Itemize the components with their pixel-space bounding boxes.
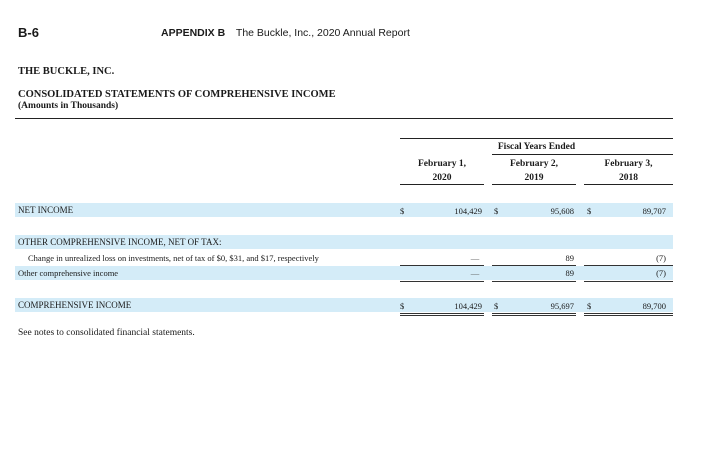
- row-label-comprehensive-income: COMPREHENSIVE INCOME: [18, 300, 132, 310]
- comprehensive-income-2020: 104,429: [454, 301, 482, 311]
- running-header: [161, 27, 410, 39]
- currency-symbol: $: [494, 206, 499, 216]
- column-header-2018-date: February 3,: [604, 159, 653, 169]
- unrealized-2020: —: [470, 253, 480, 263]
- unrealized-2019: 89: [565, 253, 574, 263]
- column-underline-2020: [400, 184, 484, 185]
- oci-total-2019: 89: [565, 268, 574, 278]
- currency-symbol: $: [587, 301, 592, 311]
- currency-symbol: $: [587, 206, 592, 216]
- currency-symbol: $: [494, 301, 499, 311]
- net-income-2018: 89,707: [642, 206, 666, 216]
- statement-subtitle: (Amounts in Thousands): [18, 101, 119, 111]
- appendix-label: APPENDIX B: [161, 27, 226, 39]
- oci-total-2020: —: [470, 268, 480, 278]
- column-header-2018-year: 2018: [619, 173, 638, 183]
- row-label-oci-total: Other comprehensive income: [18, 268, 119, 278]
- company-name: THE BUCKLE, INC.: [18, 66, 115, 77]
- total-rule-2018: [584, 281, 673, 282]
- page-number: B-6: [18, 25, 39, 40]
- oci-total-2018: (7): [656, 268, 666, 278]
- currency-symbol: $: [400, 301, 405, 311]
- column-header-2020-year: 2020: [432, 173, 452, 183]
- column-header-2020-date: February 1,: [417, 159, 467, 169]
- double-rule-2018: [584, 313, 673, 316]
- unrealized-2018: (7): [656, 253, 666, 263]
- column-header-2020: [400, 157, 484, 185]
- period-group-rule: [492, 154, 673, 155]
- double-rule-2020: [400, 313, 484, 316]
- column-header-2019-date: February 2,: [509, 159, 559, 169]
- column-header-2019-year: 2019: [524, 173, 544, 183]
- total-rule-2019: [492, 281, 576, 282]
- statement-title: CONSOLIDATED STATEMENTS OF COMPREHENSIVE INCOME: [18, 89, 336, 100]
- row-band-net-income: [15, 203, 673, 217]
- column-underline-2018: [584, 184, 673, 185]
- column-header-2019: [492, 157, 576, 185]
- period-group-label: Fiscal Years Ended: [497, 142, 576, 152]
- comprehensive-income-2019: 95,697: [550, 301, 574, 311]
- footnote: See notes to consolidated financial statements.: [18, 328, 195, 338]
- comprehensive-income-2018: 89,700: [642, 301, 666, 311]
- column-header-2018: [584, 157, 673, 185]
- row-label-oci-header: OTHER COMPREHENSIVE INCOME, NET OF TAX:: [18, 237, 222, 247]
- net-income-2019: 95,608: [550, 206, 574, 216]
- row-label-net-income: NET INCOME: [18, 205, 74, 215]
- row-label-unrealized-loss: Change in unrealized loss on investments, net of tax of $0, $31, and $17, respectively: [28, 253, 319, 263]
- title-divider: [15, 118, 673, 119]
- double-rule-2019: [492, 313, 576, 316]
- header-top-rule: [400, 138, 673, 139]
- report-title: The Buckle, Inc., 2020 Annual Report: [235, 27, 410, 39]
- net-income-2020: 104,429: [454, 206, 482, 216]
- column-underline-2019: [492, 184, 576, 185]
- currency-symbol: $: [400, 206, 405, 216]
- total-rule-2020: [400, 281, 484, 282]
